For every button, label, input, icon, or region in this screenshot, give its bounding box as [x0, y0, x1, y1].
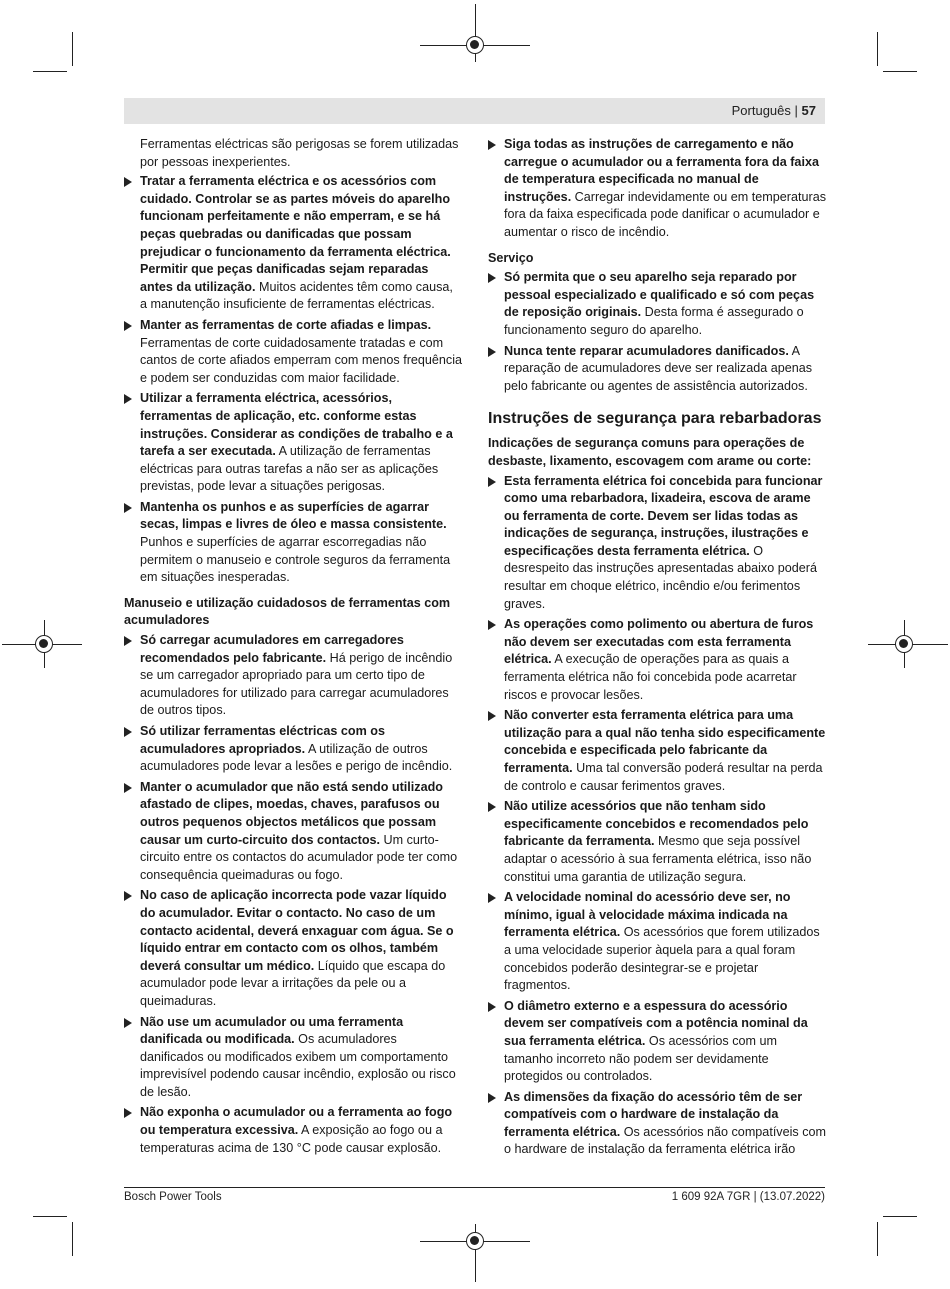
- bullet-triangle-icon: [488, 802, 496, 812]
- page-number: 57: [801, 103, 816, 118]
- item-text: O desrespeito das instruções apresentadas abaixo poderá resultar em choque elétrico, incêndio e/ou ferimentos graves.: [504, 543, 817, 611]
- item-text: Um curto-circuito entre os contactos do acumulador pode ter como consequência queimaduras ou fogo.: [140, 832, 458, 882]
- bullet-triangle-icon: [124, 503, 132, 513]
- list-item: [124, 723, 462, 776]
- bullet-triangle-icon: [124, 891, 132, 901]
- item-text: Os acessórios que forem utilizados a uma velocidade superior àquela para a qual foram concebidos poderão desintegrar-se e projetar fragmentos.: [504, 925, 820, 993]
- item-bold: A velocidade nominal do acessório deve ser, no mínimo, igual à velocidade máxima indicada na ferramenta elétrica.: [504, 890, 791, 940]
- bullet-triangle-icon: [488, 140, 496, 150]
- item-bold: Utilizar a ferramenta eléctrica, acessórios, ferramentas de aplicação, etc. conforme estas instruções. Considerar as condições de trabalho e a tarefa a ser executada.: [140, 391, 453, 459]
- list-item: [488, 343, 826, 396]
- bullet-triangle-icon: [124, 727, 132, 737]
- item-text: Punhos e superfícies de agarrar escorregadias não permitem o manuseio e controle seguros da ferramenta em situações inesperadas.: [140, 535, 451, 585]
- header-separator: |: [794, 103, 798, 118]
- item-bold: Não use um acumulador ou uma ferramenta danificada ou modificada.: [140, 1014, 404, 1047]
- footer-doc-number: 1 609 92A 7GR | (13.07.2022): [671, 1191, 825, 1203]
- list-item: [488, 798, 826, 886]
- section-subheading: Indicações de segurança comuns para operações de desbaste, lixamento, escovagem com arame ou corte:: [488, 436, 812, 468]
- bullet-triangle-icon: [124, 177, 132, 187]
- bullet-triangle-icon: [488, 347, 496, 357]
- list-item: [488, 889, 826, 995]
- list-item: [488, 473, 826, 614]
- bullet-triangle-icon: [488, 1093, 496, 1103]
- bullet-triangle-icon: [124, 394, 132, 404]
- item-bold: Siga todas as instruções de carregamento e não carregue o acumulador ou a ferramenta fora da faixa de temperatura especificada no manual de instruções.: [504, 137, 819, 204]
- bullet-triangle-icon: [488, 711, 496, 721]
- item-text: Os acessórios com um tamanho incorreto não podem ser devidamente protegidos ou controlados.: [504, 1033, 777, 1084]
- list-item: [488, 136, 826, 242]
- item-bold: Mantenha os punhos e as superfícies de agarrar secas, limpas e livres de óleo e massa consistente.: [140, 499, 447, 532]
- list-item: [124, 1014, 462, 1102]
- crop-mark: [72, 1222, 73, 1256]
- registration-mark-icon: [466, 36, 484, 54]
- list-item: [124, 390, 462, 496]
- list-item: [124, 1104, 462, 1157]
- list-item: [488, 1089, 826, 1159]
- list-item: [124, 173, 462, 314]
- item-bold: As dimensões da fixação do acessório têm de ser compatíveis com o hardware de instalação da ferramenta elétrica.: [504, 1089, 803, 1139]
- item-text: Carregar indevidamente ou em temperaturas fora da faixa especificada pode danificar o acumulador e aumentar o risco de incêndio.: [504, 189, 826, 239]
- bullet-triangle-icon: [488, 893, 496, 903]
- item-text: Muitos acidentes têm como causa, a manutenção insuficiente de ferramentas eléctricas.: [140, 279, 453, 312]
- bullet-triangle-icon: [124, 1018, 132, 1028]
- list-item: [124, 632, 462, 720]
- item-bold: Só carregar acumuladores em carregadores recomendados pelo fabricante.: [140, 633, 404, 665]
- footer-divider: [124, 1187, 825, 1188]
- bullet-triangle-icon: [488, 477, 496, 487]
- item-text: A utilização de outros acumuladores pode levar a lesões e perigo de incêndio.: [140, 741, 453, 774]
- header-language: Português: [731, 103, 791, 118]
- item-text: Os acumuladores danificados ou modificados exibem um comportamento imprevisível podendo causar incêndio, explosão ou risco de lesão.: [140, 1032, 456, 1099]
- item-text: Líquido que escapa do acumulador pode levar a irritações da pele ou a queimaduras.: [140, 958, 446, 1008]
- bullet-triangle-icon: [124, 321, 132, 331]
- registration-mark-icon: [35, 635, 53, 653]
- item-bold: No caso de aplicação incorrecta pode vazar líquido do acumulador. Evitar o contacto. No caso de um contacto acidental, deverá enxaguar com água. Se o líquido entrar em contacto com os olhos, também deverá consultar um médico.: [140, 888, 454, 973]
- item-bold: Só permita que o seu aparelho seja reparado por pessoal especializado e qualificado e só com peças de reposição originais.: [504, 270, 815, 320]
- header-text: [732, 103, 816, 118]
- list-item: [488, 998, 826, 1086]
- list-item: [488, 269, 826, 339]
- item-bold: Não exponha o acumulador ou a ferramenta ao fogo ou temperatura excessiva.: [140, 1105, 453, 1138]
- list-item: [124, 779, 462, 885]
- list-item: [488, 616, 826, 704]
- section-subheading: Manuseio e utilização cuidadosos de ferramentas com acumuladores: [124, 595, 451, 628]
- crop-mark: [877, 32, 878, 66]
- item-bold: Manter as ferramentas de corte afiadas e limpas.: [140, 317, 432, 332]
- item-text: Ferramentas de corte cuidadosamente tratadas e com cantos de corte afiados emperram com menos frequência e podem ser conduzidas com maior facilidade.: [140, 335, 463, 385]
- list-item: [488, 707, 826, 795]
- item-text: Desta forma é assegurado o funcionamento seguro do aparelho.: [504, 305, 804, 337]
- service-heading: Serviço: [488, 250, 534, 265]
- section-title: Instruções de segurança para rebarbadoras: [488, 410, 822, 428]
- item-bold: O diâmetro externo e a espessura do acessório devem ser compatíveis com a potência nominal da sua ferramenta elétrica.: [504, 998, 808, 1048]
- registration-mark-icon: [466, 1232, 484, 1250]
- bullet-triangle-icon: [124, 783, 132, 793]
- bullet-triangle-icon: [488, 273, 496, 283]
- list-item: [124, 499, 462, 587]
- list-item: [124, 317, 462, 387]
- bullet-triangle-icon: [124, 1108, 132, 1118]
- crop-mark: [33, 1216, 67, 1217]
- crop-mark: [877, 1222, 878, 1256]
- item-text: Os acessórios não compatíveis com o hardware de instalação da ferramenta elétrica irão: [504, 1124, 826, 1157]
- item-bold: Nunca tente reparar acumuladores danificados.: [504, 343, 789, 358]
- item-bold: As operações como polimento ou abertura de furos não devem ser executadas com esta ferramenta elétrica.: [504, 617, 814, 667]
- crop-mark: [33, 71, 67, 72]
- bullet-triangle-icon: [488, 620, 496, 630]
- item-text: A utilização de ferramentas eléctricas para outras tarefas a não ser as aplicações previstas, pode levar a situações perigosas.: [140, 444, 439, 494]
- item-text: Mesmo que seja possível adaptar o acessório à sua ferramenta elétrica, isso não constitui uma garantia de utilização segura.: [504, 834, 812, 884]
- item-text: A reparação de acumuladores deve ser realizada apenas pelo fabricante ou agentes de assistência autorizados.: [504, 343, 813, 393]
- bullet-triangle-icon: [488, 1002, 496, 1012]
- item-bold: Manter o acumulador que não está sendo utilizado afastado de clipes, moedas, chaves, parafusos ou outros pequenos objectos metálicos que possam causar um curto-circuito dos contactos.: [140, 779, 443, 847]
- item-bold: Não converter esta ferramenta elétrica para uma utilização para a qual não tenha sido especificamente concebida e especificada pelo fabricante da ferramenta.: [504, 708, 826, 775]
- item-bold: Tratar a ferramenta eléctrica e os acessórios com cuidado. Controlar se as partes móveis do aparelho funcionam perfeitamente e não emperram, e se há peças quebradas ou danificadas que possam prejudicar o funcionamento da ferramenta eléctrica. Permitir que peças danificadas sejam reparadas antes da utilização.: [140, 174, 451, 294]
- item-bold: Esta ferramenta elétrica foi concebida para funcionar como uma rebarbadora, lixadeira, escova de arame ou ferramenta de corte. Devem ser lidas todas as indicações de segurança, instruções, ilustrações e especificações desta ferramenta elétrica.: [504, 473, 823, 558]
- bullet-triangle-icon: [124, 636, 132, 646]
- crop-mark: [883, 71, 917, 72]
- item-text: A exposição ao fogo ou a temperaturas acima de 130 °C pode causar explosão.: [140, 1123, 443, 1155]
- intro-paragraph: Ferramentas eléctricas são perigosas se forem utilizadas por pessoas inexperientes.: [140, 137, 459, 169]
- list-item: [124, 887, 462, 1010]
- item-bold: Não utilize acessórios que não tenham sido especificamente concebidos e recomendados pelo fabricante da ferramenta.: [504, 799, 809, 849]
- registration-mark-icon: [895, 635, 913, 653]
- crop-mark: [883, 1216, 917, 1217]
- footer-brand: Bosch Power Tools: [124, 1191, 222, 1203]
- item-bold: Só utilizar ferramentas eléctricas com os acumuladores apropriados.: [140, 724, 385, 756]
- right-column: [488, 136, 826, 1162]
- item-text: A execução de operações para as quais a ferramenta elétrica não foi concebida pode acarretar riscos e provocar lesões.: [504, 652, 797, 702]
- left-column: [124, 136, 462, 1160]
- crop-mark: [72, 32, 73, 66]
- item-text: Há perigo de incêndio se um carregador apropriado para um certo tipo de acumuladores for utilizado para carregar acumuladores de outros tipos.: [140, 650, 453, 718]
- page-header: [124, 98, 825, 124]
- item-text: Uma tal conversão poderá resultar na perda de controlo e causar ferimentos graves.: [504, 761, 823, 793]
